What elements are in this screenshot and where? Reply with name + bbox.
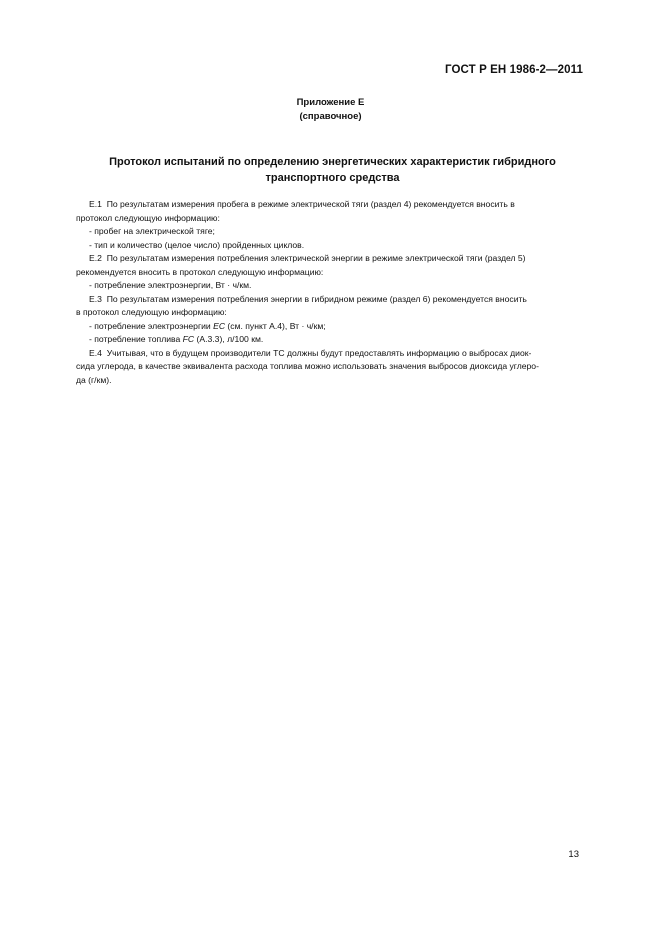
page-number: 13 xyxy=(568,849,579,860)
paragraph-e3-item-2 xyxy=(76,333,584,347)
paragraph-e3-item-1-pre: - потребление электроэнергии xyxy=(89,320,214,331)
paragraph-e2 xyxy=(76,252,584,293)
paragraph-e3 xyxy=(76,293,584,347)
paragraph-e2-line-2: рекомендуется вносить в протокол следующую информацию: xyxy=(76,266,324,277)
fuel-consumption-symbol: FC xyxy=(182,334,195,344)
paragraph-e3-item-2-post: (А.3.3), л/100 км. xyxy=(194,334,264,344)
document-body xyxy=(76,198,584,387)
paragraph-e4-line-3: да (г/км). xyxy=(76,374,112,385)
paragraph-e3-item-1 xyxy=(76,320,584,334)
appendix-type: (справочное) xyxy=(299,111,362,122)
paragraph-e1-number: Е.1 xyxy=(89,199,102,209)
paragraph-e4 xyxy=(76,347,584,388)
paragraph-e4-line-2: сида углерода, в качестве эквивалента расхода топлива можно использовать значения выбросов диоксида углеро- xyxy=(76,361,539,371)
energy-consumption-symbol: EC xyxy=(213,320,226,331)
paragraph-e2-number: Е.2 xyxy=(89,253,102,263)
paragraph-e1-line-2: протокол следующую информацию: xyxy=(76,212,220,223)
paragraph-e1 xyxy=(76,198,584,252)
page-title xyxy=(60,154,605,186)
page-title-line-1: Протокол испытаний по определению энергетических характеристик гибридного xyxy=(109,156,556,168)
paragraph-e3-item-2-pre: - потребление топлива xyxy=(89,334,183,344)
paragraph-e3-line-2: в протокол следующую информацию: xyxy=(76,307,227,317)
paragraph-e4-number: Е.4 xyxy=(89,347,102,358)
appendix-label: Приложение Е xyxy=(296,97,365,108)
paragraph-e4-line-1 xyxy=(76,347,584,361)
page-title-line-2: транспортного средства xyxy=(265,172,400,184)
paragraph-e1-item-2: - тип и количество (целое число) пройденных циклов. xyxy=(89,239,305,250)
paragraph-e3-number: Е.3 xyxy=(89,293,102,304)
paragraph-e3-item-1-post: (см. пункт А.4), Вт · ч/км; xyxy=(225,320,326,331)
paragraph-e2-item-1: - потребление электроэнергии, Вт · ч/км. xyxy=(89,280,252,290)
paragraph-e3-line-1 xyxy=(76,293,584,307)
paragraph-e1-item-1: - пробег на электрической тяге; xyxy=(89,226,215,236)
appendix-heading xyxy=(0,96,661,124)
paragraph-e1-text-a: По результатам измерения пробега в режиме электрической тяги (раздел 4) рекомендуется вносить в xyxy=(106,199,515,209)
paragraph-e4-text-a: Учитывая, что в будущем производители ТС должны будут предоставлять информацию о выбросах диок- xyxy=(106,347,532,358)
standard-code: ГОСТ Р ЕН 1986-2—2011 xyxy=(445,64,583,76)
paragraph-e2-line-1 xyxy=(76,252,584,266)
paragraph-e1-line-1 xyxy=(76,198,584,212)
paragraph-e3-text-a: По результатам измерения потребления энергии в гибридном режиме (раздел 6) рекомендуется вносить xyxy=(106,293,527,304)
paragraph-e2-text-a: По результатам измерения потребления электрической энергии в режиме электрической тяги (раздел 5) xyxy=(106,253,526,263)
